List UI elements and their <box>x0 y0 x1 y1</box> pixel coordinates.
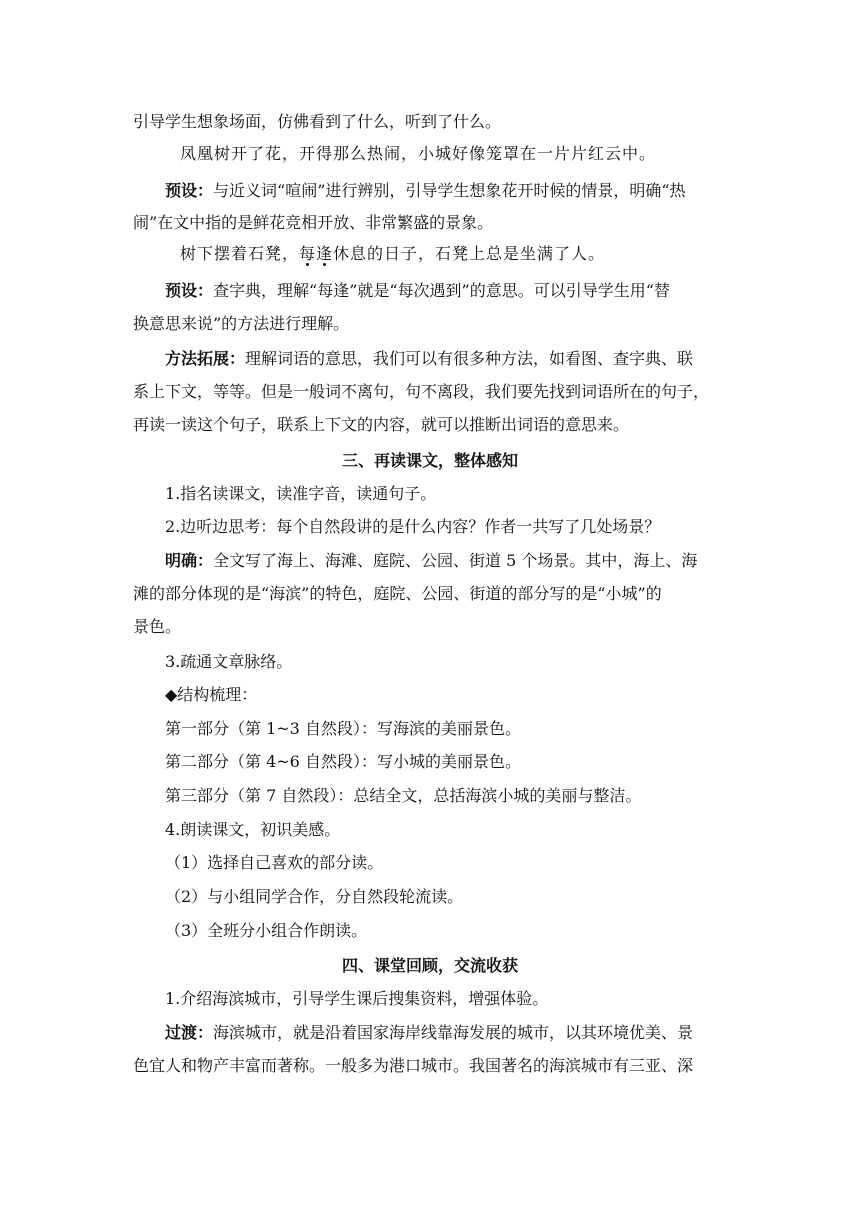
transition-label: 过渡： <box>165 1023 214 1042</box>
heading-text: 四、课堂回顾，交流收获 <box>341 956 518 975</box>
text: （1）选择自己喜欢的部分读。 <box>165 853 384 872</box>
paragraph-line <box>0 347 860 371</box>
paragraph-line <box>0 987 860 1011</box>
paragraph-line <box>0 615 860 639</box>
paragraph-line <box>0 818 860 842</box>
text: （2）与小组同学合作，分自然段轮流读。 <box>165 887 464 906</box>
text: 引导学生想象场面，仿佛看到了什么，听到了什么。 <box>133 112 502 131</box>
section-heading <box>0 954 860 978</box>
text: 第一部分（第 1~3 自然段）：写海滨的美丽景色。 <box>165 719 521 738</box>
text: 第二部分（第 4~6 自然段）：写小城的美丽景色。 <box>165 752 521 771</box>
paragraph-line <box>0 1021 860 1045</box>
paragraph-line <box>0 179 860 203</box>
text: 海滨城市，就是沿着国家海岸线靠海发展的城市，以其环境优美、景 <box>213 1023 694 1042</box>
text: 1.指名读课文，读准字音，读通句子。 <box>165 484 437 503</box>
preset-label: 预设： <box>165 181 214 200</box>
clarify-label: 明确： <box>165 551 214 570</box>
paragraph-line <box>0 851 860 875</box>
text: 闹”在文中指的是鲜花竞相开放、非常繁盛的景象。 <box>133 213 494 232</box>
preset-label: 预设： <box>165 281 214 300</box>
text: 理解词语的意思，我们可以有很多种方法，如看图、查字典、联 <box>245 349 694 368</box>
heading-text: 三、再读课文，整体感知 <box>341 451 518 470</box>
text: 色宜人和物产丰富而著称。一般多为港口城市。我国著名的海滨城市有三亚、深 <box>133 1056 694 1075</box>
text: 再读一读这个句子，联系上下文的内容，就可以推断出词语的意思来。 <box>133 415 630 434</box>
method-label: 方法拓展： <box>165 349 246 368</box>
quote-text: 休息的日子，石凳上总是坐满了人。 <box>333 244 606 263</box>
paragraph-line <box>0 413 860 437</box>
quote-text: 凤凰树开了花，开得那么热闹，小城好像笼罩在一片片红云中。 <box>180 144 657 163</box>
text: 与近义词“喧闹”进行辨别，引导学生想象花开时候的情景，明确“热 <box>213 181 686 200</box>
paragraph-line <box>0 549 860 573</box>
text: 换意思来说”的方法进行理解。 <box>133 314 350 333</box>
paragraph-line <box>0 919 860 943</box>
text: 2.边听边思考：每个自然段讲的是什么内容？作者一共写了几处场景？ <box>165 517 661 536</box>
paragraph-line <box>0 885 860 909</box>
quote-line <box>0 142 860 166</box>
text: 全文写了海上、海滩、庭院、公园、街道 5 个场景。其中，海上、海 <box>213 551 698 570</box>
text: （3）全班分小组合作朗读。 <box>165 921 368 940</box>
emphasis-char: 逢 <box>316 244 334 263</box>
quote-text: 树下摆着石凳， <box>180 244 300 263</box>
paragraph-line <box>0 784 860 808</box>
paragraph-line <box>0 717 860 741</box>
text: 系上下文，等等。但是一般词不离句，句不离段，我们要先找到词语所在的句子， <box>133 382 710 401</box>
section-heading <box>0 449 860 473</box>
text: 第三部分（第 7 自然段）：总结全文，总括海滨小城的美丽与整洁。 <box>165 786 642 805</box>
paragraph-line <box>0 110 860 134</box>
paragraph-line <box>0 750 860 774</box>
paragraph-line <box>0 211 860 235</box>
text: 景色。 <box>133 617 182 636</box>
paragraph-line <box>0 582 860 606</box>
text: 1.介绍海滨城市，引导学生课后搜集资料，增强体验。 <box>165 989 549 1008</box>
text: ◆结构梳理： <box>165 685 258 704</box>
text: 4.朗读课文，初识美感。 <box>165 820 341 839</box>
paragraph-line <box>0 515 860 539</box>
text: 3.疏通文章脉络。 <box>165 652 293 671</box>
paragraph-line <box>0 650 860 674</box>
paragraph-line <box>0 380 860 404</box>
paragraph-line <box>0 279 860 303</box>
paragraph-line <box>0 312 860 336</box>
emphasis-char: 每 <box>299 244 317 263</box>
paragraph-line <box>0 683 860 707</box>
paragraph-line <box>0 1054 860 1078</box>
paragraph-line <box>0 482 860 506</box>
text: 查字典，理解“每逢”就是“每次遇到”的意思。可以引导学生用“替 <box>213 281 670 300</box>
text: 滩的部分体现的是“海滨”的特色，庭院、公园、街道的部分写的是“小城”的 <box>133 584 662 603</box>
quote-line <box>0 242 860 266</box>
